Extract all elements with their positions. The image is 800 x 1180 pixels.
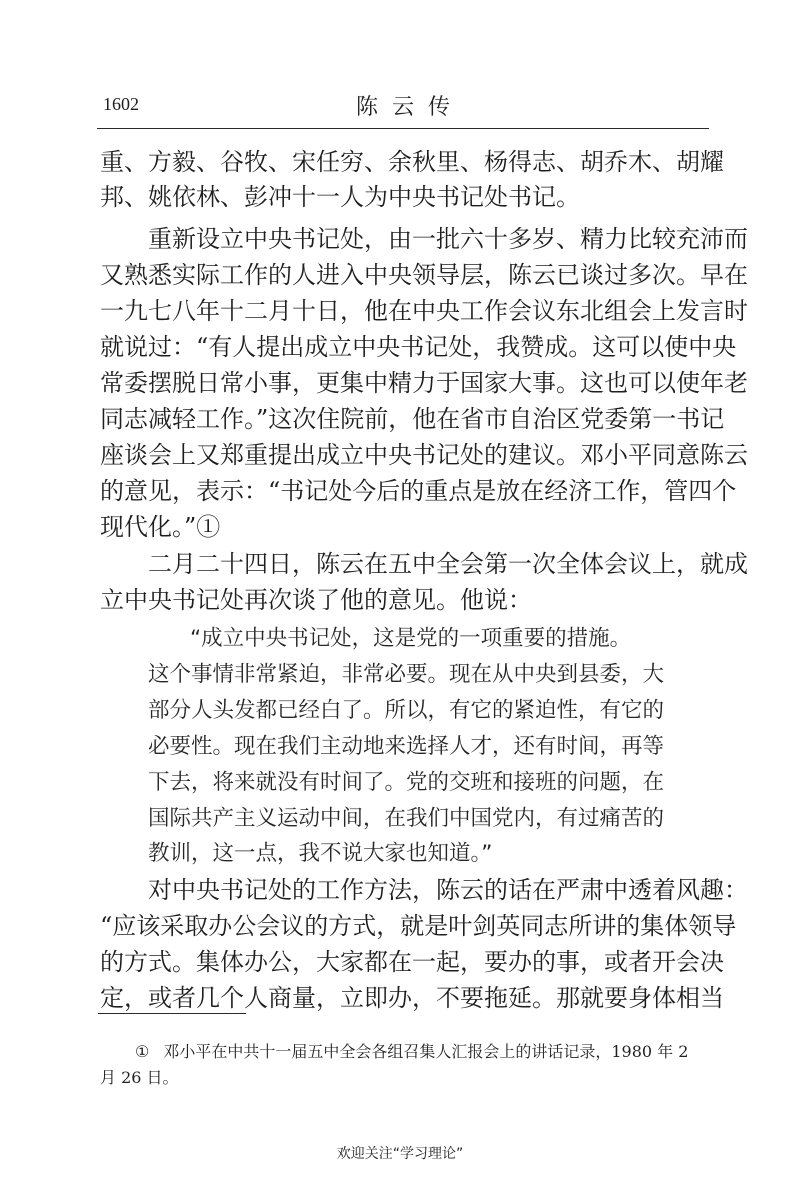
body-line: 同志减轻工作。”这次住院前，他在省市自治区党委第一书记 — [100, 405, 725, 433]
body-line: 就说过：“有人提出成立中央书记处，我赞成。这可以使中央 — [100, 333, 737, 361]
body-line: 邦、姚依林、彭冲十一人为中央书记处书记。 — [100, 183, 580, 211]
body-line: 现代化。”① — [100, 513, 221, 541]
body-line: 对中央书记处的工作方法，陈云的话在严肃中透着风趣： — [148, 876, 748, 904]
footnote-rule — [98, 1013, 246, 1014]
page-number: 1602 — [103, 94, 139, 114]
footnote-text: 邓小平在中共十一届五中全会各组召集人汇报会上的讲话记录，1980 年 2 — [163, 1042, 689, 1061]
body-line: 的方式。集体办公，大家都在一起，要办的事，或者开会决 — [100, 948, 724, 976]
body-line: 又熟悉实际工作的人进入中央领导层，陈云已谈过多次。早在 — [100, 261, 748, 289]
body-line: 的意见，表示：“书记处今后的重点是放在经济工作，管四个 — [100, 477, 737, 505]
body-line: “应该采取办公会议的方式，就是叶剑英同志所讲的集体领导 — [100, 912, 737, 940]
quote-line: 国际共产主义运动中间，在我们中国党内，有过痛苦的 — [148, 806, 665, 831]
quote-line: 部分人头发都已经白了。所以，有它的紧迫性，有它的 — [148, 698, 665, 723]
running-title: 陈云传 — [355, 95, 464, 120]
quote-line: 这个事情非常紧迫，非常必要。现在从中央到县委，大 — [148, 662, 665, 687]
footnote-line: 月 26 日。 — [100, 1068, 179, 1087]
body-line: 重、方毅、谷牧、宋任穷、余秋里、杨得志、胡乔木、胡耀 — [100, 148, 724, 176]
quote-line: 教训，这一点，我不说大家也知道。” — [148, 841, 493, 866]
body-line: 立中央书记处再次谈了他的意见。他说： — [100, 586, 532, 614]
body-line: 定，或者几个人商量，立即办，不要拖延。那就要身体相当 — [100, 984, 724, 1012]
quote-line: “成立中央书记处，这是党的一项重要的措施。 — [190, 626, 632, 651]
body-line: 一九七八年十二月十日，他在中央工作会议东北组会上发言时 — [100, 297, 748, 325]
body-line: 重新设立中央书记处，由一批六十多岁、精力比较充沛而 — [148, 225, 748, 253]
footnote-line — [135, 1044, 688, 1060]
quote-line: 必要性。现在我们主动地来选择人才，还有时间，再等 — [148, 734, 665, 759]
quote-line: 下去，将来就没有时间了。党的交班和接班的问题，在 — [148, 770, 665, 795]
body-line: 常委摆脱日常小事，更集中精力于国家大事。这也可以使年老 — [100, 369, 748, 397]
footnote-marker: ① — [135, 1042, 150, 1061]
bottom-caption: 欢迎关注“学习理论” — [336, 1146, 464, 1162]
body-line: 座谈会上又郑重提出成立中央书记处的建议。邓小平同意陈云 — [100, 441, 748, 469]
page-header — [97, 88, 709, 129]
body-line: 二月二十四日，陈云在五中全会第一次全体会议上，就成 — [148, 550, 748, 578]
